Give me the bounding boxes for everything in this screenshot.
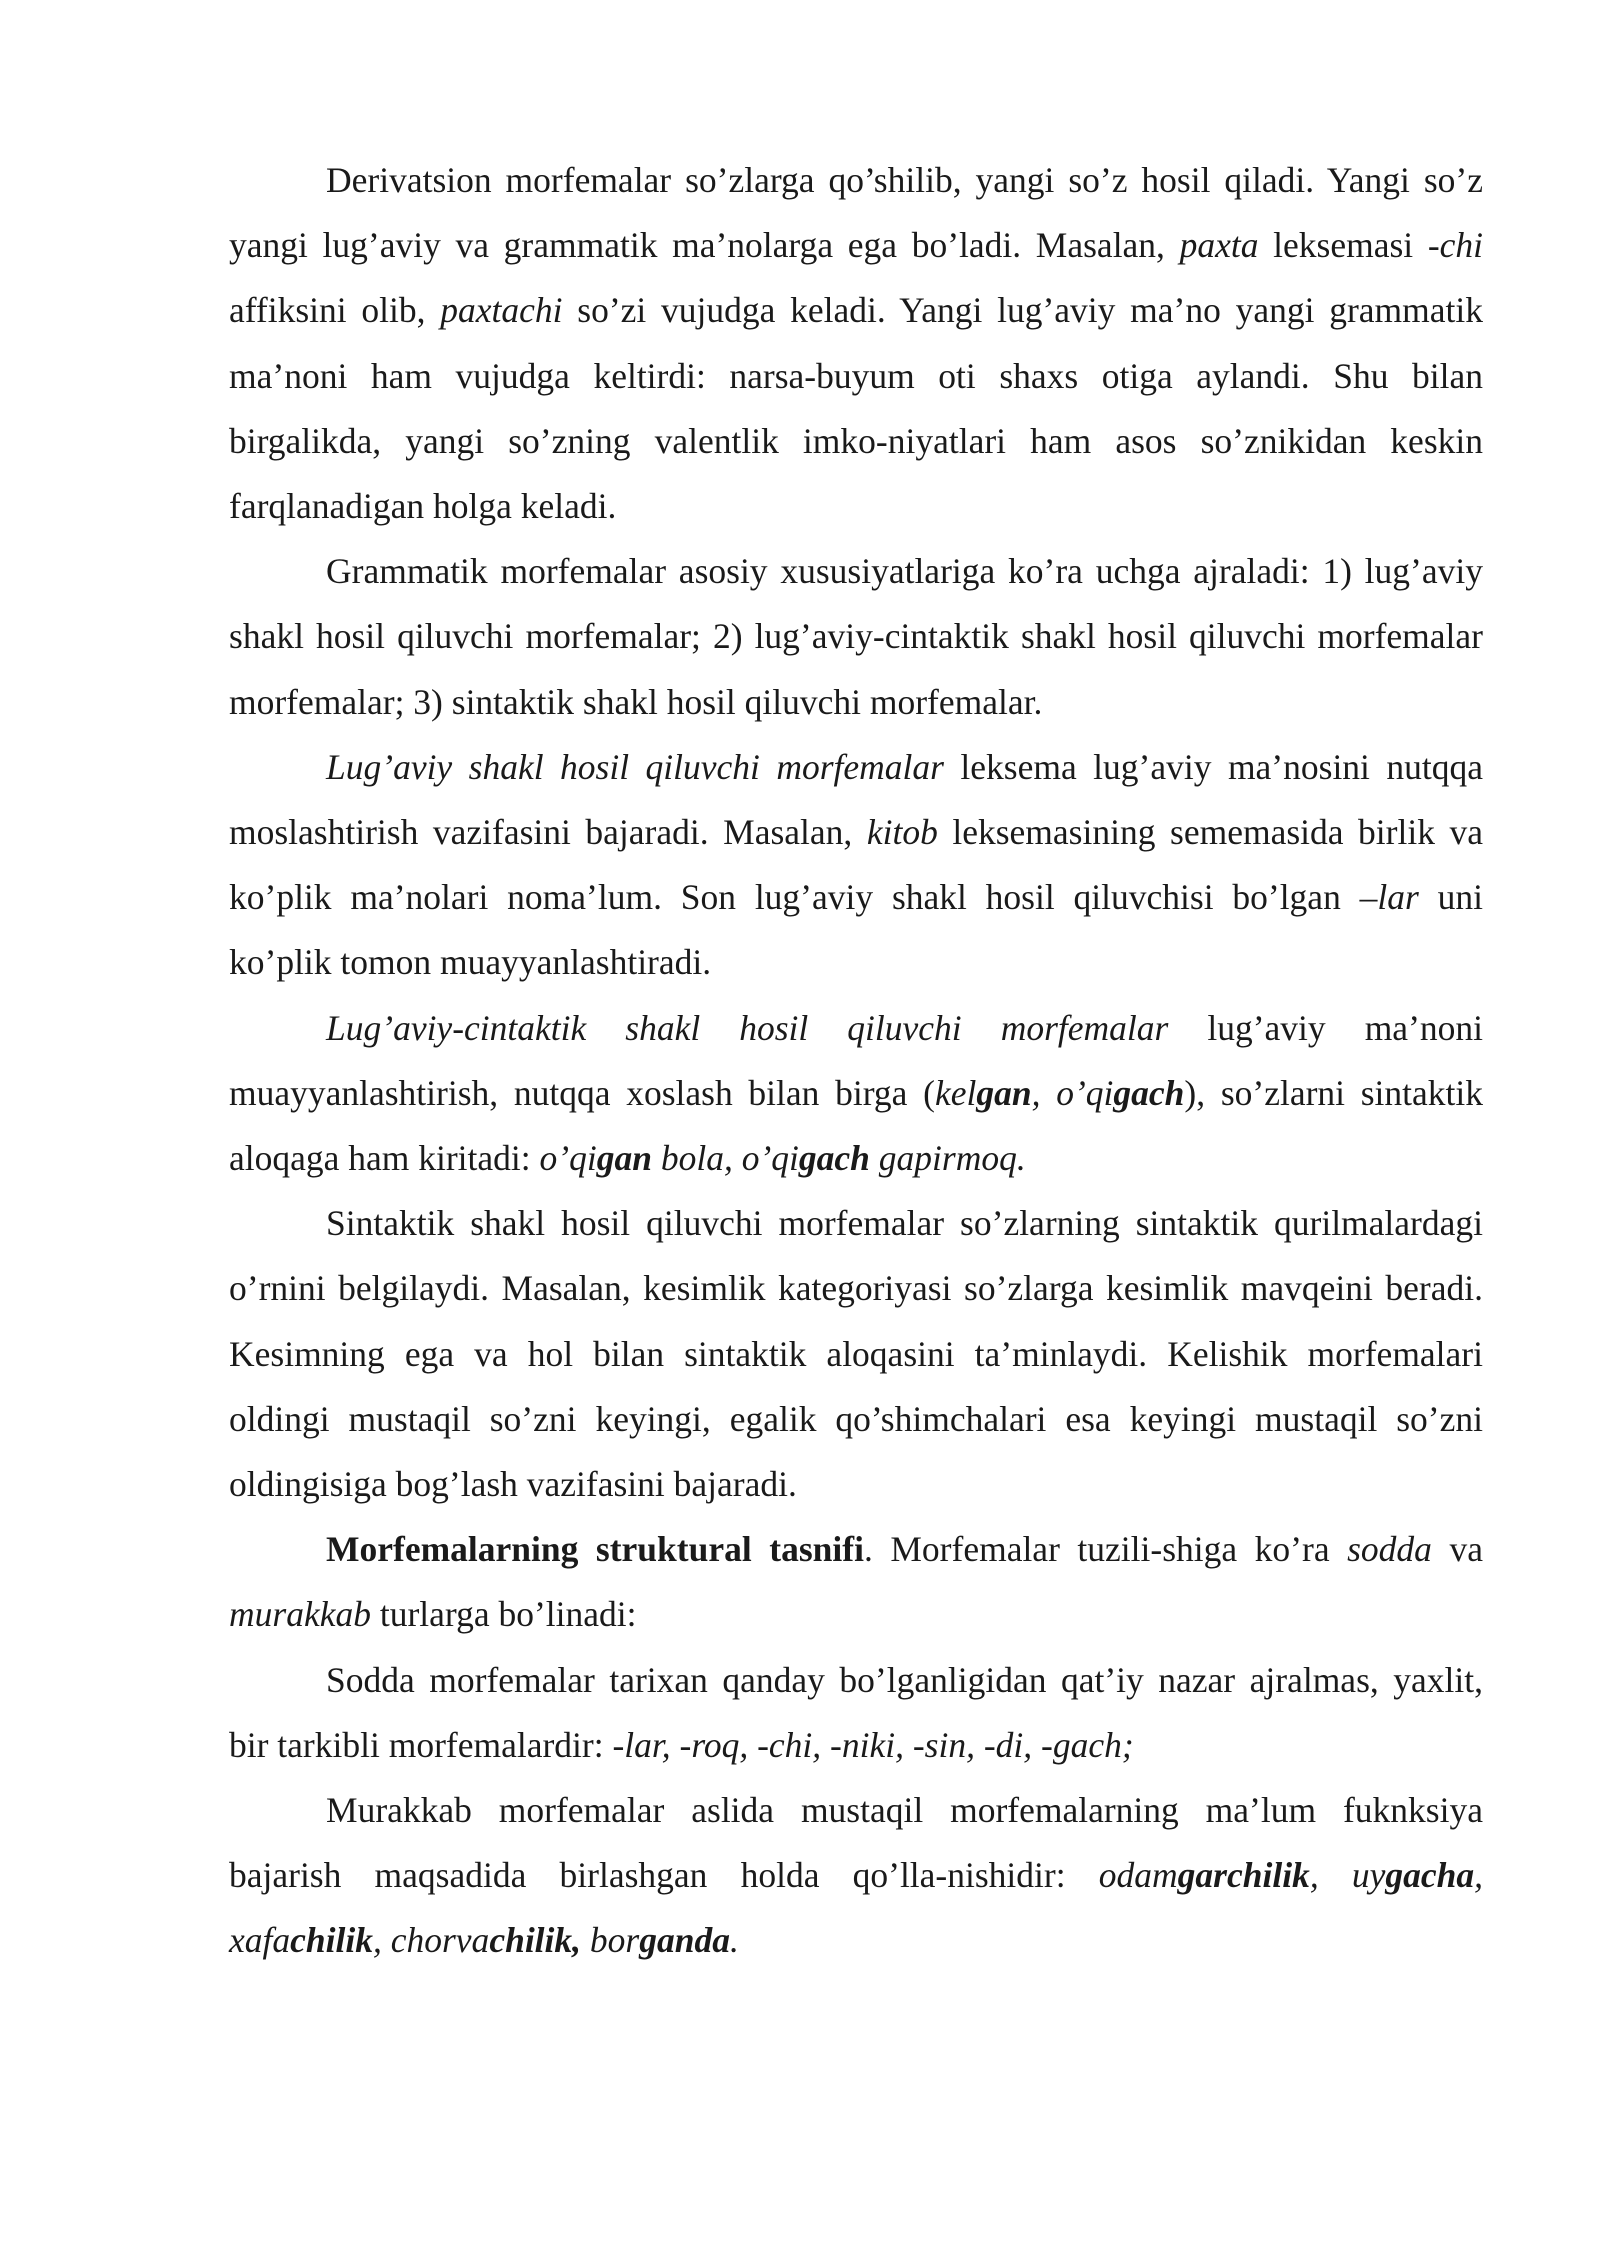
paragraph-lexical-syntactic-morphemes — [229, 996, 1483, 1192]
text-run: Sodda morfemalar tarixan qanday bo’lganligidan qat’iy nazar ajralmas, yaxlit, bir tarkibli morfemalardir: — [229, 1659, 1483, 1765]
text-run: murakkab — [229, 1594, 371, 1635]
paragraph-simple-morphemes — [229, 1648, 1483, 1778]
text-run: bola, o’qi — [651, 1138, 799, 1179]
text-run: leksema lug’aviy ma’nosini nutqqa moslashtirish vazifasini bajaradi. Masalan, — [229, 746, 1483, 853]
text-run: Lug’aviy shakl hosil qiluvchi morfemalar — [326, 746, 944, 787]
document-page — [229, 148, 1483, 1974]
paragraph-lexical-form-morphemes — [229, 735, 1483, 996]
text-run: Grammatik morfemalar asosiy xususiyatlariga ko’ra uchga ajraladi: 1) lug’aviy shakl hosil qiluvchi morfemalar; 2) lug’aviy-cintaktik shakl hosil qiluvchi morfemalar morfemalar; 3) sintaktik shakl hosil qiluvchi morfemalar. — [229, 551, 1483, 722]
text-run: Sintaktik shakl hosil qiluvchi morfemalar so’zlarning sintaktik qurilmalardagi o’rnini belgilaydi. Masalan, kesimlik kategoriyasi so’zlarga kesimlik mavqeini beradi. Kesimning ega va hol bilan sintaktik aloqasini ta’minlaydi. Kelishik morfemalari oldingi mustaqil so’zni keyingi, egalik qo’shimchalari esa keyingi mustaqil so’zni oldingisiga bog’lash vazifasini bajaradi. — [229, 1203, 1483, 1505]
text-run: , chorva — [372, 1920, 490, 1961]
text-run: Murakkab morfemalar aslida mustaqil morfemalarning ma’lum fuknksiya bajarish maqsadida birlashgan holda qo’lla-nishidir: — [229, 1790, 1483, 1896]
text-run: paxta — [1179, 225, 1259, 266]
text-run: gacha — [1385, 1855, 1475, 1896]
text-run: garchilik — [1177, 1855, 1310, 1896]
paragraph-complex-morphemes — [229, 1778, 1483, 1974]
text-run: chilik — [290, 1920, 373, 1961]
text-run: Morfemalarning struktural tasnifi — [326, 1529, 864, 1570]
text-run: . Morfemalar tuzili-shiga ko’ra — [863, 1529, 1348, 1570]
text-run: lug’aviy ma’noni muayyanlashtirish, nutqqa xoslash bilan birga ( — [229, 1007, 1483, 1113]
paragraph-structural-classification — [229, 1517, 1483, 1647]
text-run: Lug’aviy-cintaktik shakl hosil qiluvchi morfemalar — [326, 1007, 1169, 1048]
text-run: sodda — [1347, 1529, 1432, 1570]
text-run: gan — [596, 1138, 652, 1179]
text-run: odam — [1098, 1855, 1178, 1896]
text-run: , o’qi — [1031, 1072, 1114, 1113]
paragraph-syntactic-morphemes — [229, 1191, 1483, 1517]
text-run: chilik, — [489, 1920, 582, 1961]
text-run: Derivatsion morfemalar so’zlarga qo’shilib, yangi so’z hosil qiladi. Yangi so’z yangi lug’aviy va grammatik ma’nolarga ega bo’ladi. Masalan, — [229, 160, 1483, 266]
text-run: paxtachi — [440, 290, 563, 331]
text-run: , xafa — [229, 1855, 1483, 1961]
text-run: leksemasi — [1258, 225, 1428, 266]
paragraph-derivational-morphemes — [229, 148, 1483, 539]
text-run: so’zi vujudga keladi. Yangi lug’aviy ma’no yangi grammatik ma’noni ham vujudga keltirdi: narsa-buyum oti shaxs otiga aylandi. Shu bilan birgalikda, yangi so’zning valentlik imko-niyatlari ham asos so’znikidan keskin farqlanadigan holga keladi. — [229, 290, 1484, 527]
text-run: ), so’zlarni sintaktik aloqaga ham kiritadi: — [229, 1072, 1484, 1179]
text-run: , uy — [1309, 1855, 1386, 1896]
text-run: gan — [976, 1072, 1032, 1113]
text-run: ganda — [639, 1920, 730, 1961]
text-run: -chi — [1427, 225, 1484, 266]
text-run: -lar, -roq, -chi, -niki, -sin, -di, -gach; — [612, 1724, 1134, 1765]
text-run: uni ko’plik tomon muayyanlashtiradi. — [229, 877, 1483, 983]
text-run: bor — [581, 1920, 640, 1961]
text-run: o’qi — [539, 1138, 597, 1179]
text-run: . — [729, 1920, 739, 1961]
text-run: va — [1431, 1529, 1483, 1570]
text-run: turlarga bo’linadi: — [370, 1594, 637, 1635]
text-run: lar — [1377, 877, 1419, 918]
text-run: gapirmoq. — [869, 1138, 1026, 1179]
text-run: affiksini olib, — [229, 290, 441, 331]
paragraph-grammatical-morphemes — [229, 539, 1483, 735]
text-run: kel — [934, 1072, 977, 1113]
text-run: leksemasining sememasida birlik va ko’plik ma’nolari noma’lum. Son lug’aviy shakl hosil qiluvchisi bo’lgan – — [229, 812, 1484, 918]
text-run: kitob — [866, 812, 938, 853]
text-run: gach — [1113, 1072, 1185, 1113]
text-run: gach — [798, 1138, 870, 1179]
